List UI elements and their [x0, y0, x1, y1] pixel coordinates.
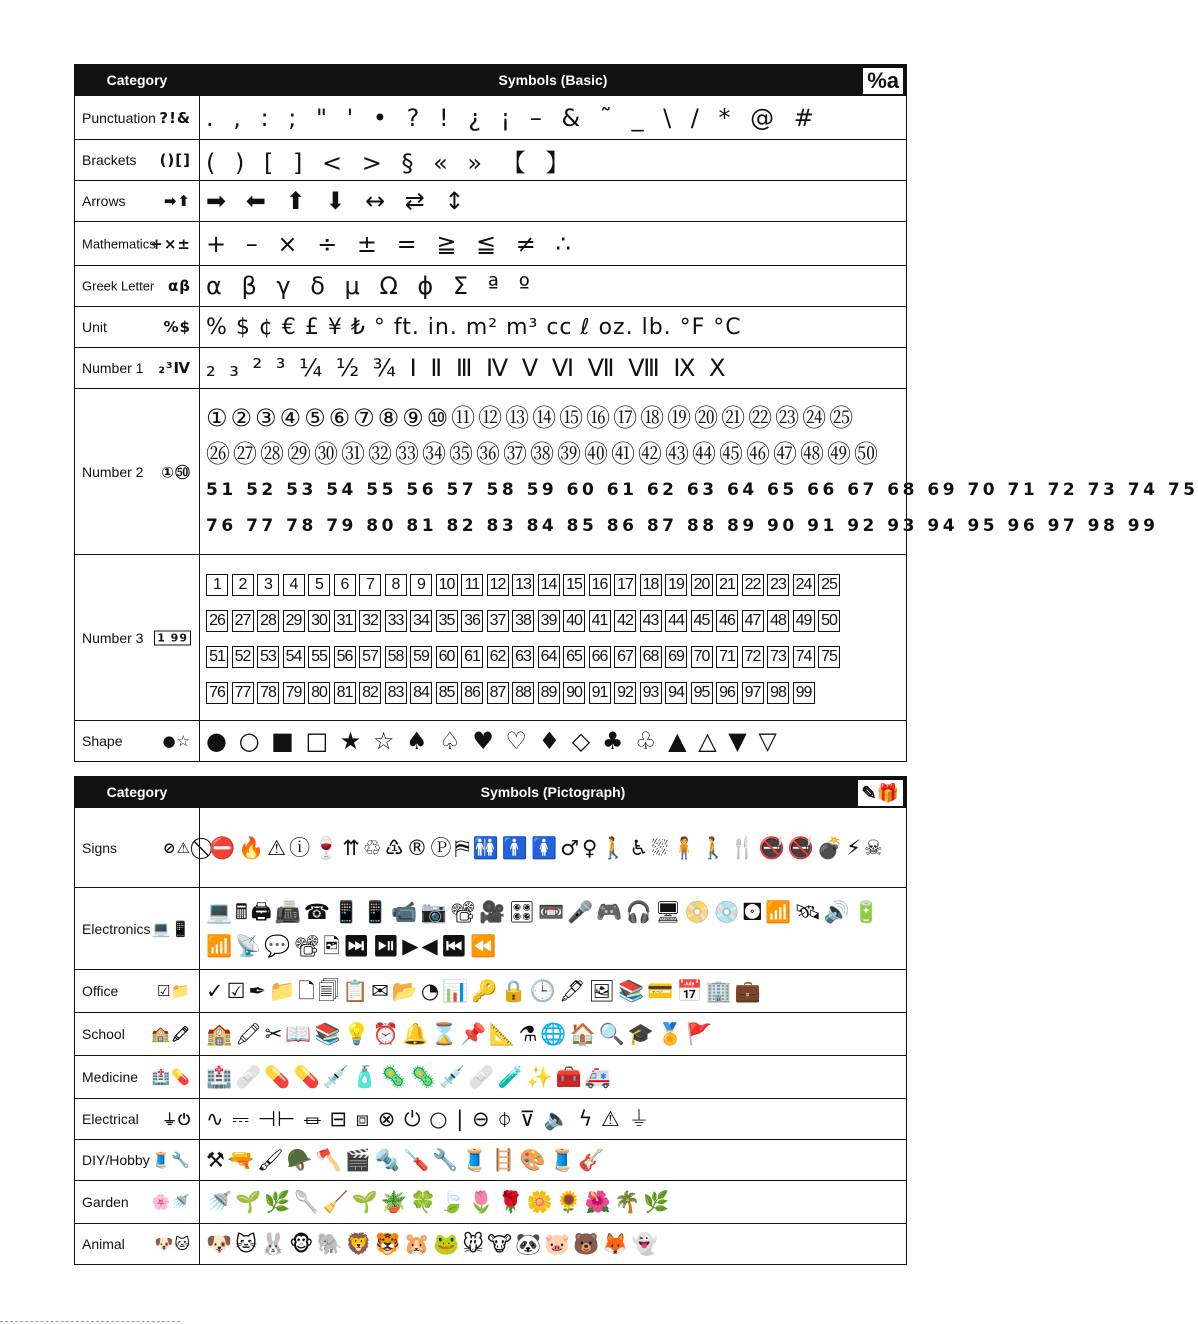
- boxed-number: 2: [232, 574, 254, 596]
- boxed-number: 60: [436, 646, 458, 668]
- boxed-number: 94: [665, 682, 687, 704]
- boxed-number: 19: [665, 574, 687, 596]
- boxed-number: 40: [563, 610, 585, 632]
- number3-line: [206, 566, 906, 602]
- category-label: School: [82, 1026, 125, 1042]
- boxed-number: 71: [716, 646, 738, 668]
- basic-corner-icon: %a: [862, 67, 904, 95]
- number2-icon: ①㊿: [161, 463, 191, 481]
- shape-icon: ●☆: [162, 732, 191, 750]
- number3-line: [206, 602, 906, 638]
- number2-line: ㉖㉗㉘㉙㉚㉛㉜㉝㉞㉟㊱㊲㊳㊴㊵㊶㊷㊸㊹㊺㊻㊼㊽㊾㊿: [206, 439, 881, 468]
- unit-icon: %$: [163, 318, 191, 336]
- category-label: Medicine: [82, 1069, 139, 1085]
- category-label: Brackets: [82, 152, 137, 168]
- symbols-arrows: ➡ ⬅ ⬆ ⬇ ↔ ⇄ ↕: [200, 181, 907, 222]
- symbols-office: ✓☑✒📁🗋🗐📋✉📂◔📊🔑🔒🕒🖋🖼📚💳📅🏢💼: [200, 970, 907, 1013]
- boxed-number: 20: [691, 574, 713, 596]
- boxed-number: 38: [512, 610, 534, 632]
- category-label: Shape: [82, 733, 123, 749]
- boxed-number: 74: [793, 646, 815, 668]
- boxed-number: 8: [385, 574, 407, 596]
- boxed-number: 26: [206, 610, 228, 632]
- category-mathematics: [75, 222, 200, 266]
- boxed-number: 84: [410, 682, 432, 704]
- animal-icon: 🐶🐱: [154, 1235, 191, 1253]
- category-label: Signs: [82, 839, 118, 856]
- symbols-diy-hobby: ⚒🔫🖌🪖🪓🎬🔩🪛🔧🧵🪜🎨🧵🎸: [200, 1140, 907, 1181]
- symbols-shape: ● ○ ■ □ ★ ☆ ♠ ♤ ♥ ♡ ♦ ◇ ♣ ♧ ▲ △ ▼ ▽: [200, 721, 907, 762]
- boxed-number: 65: [563, 646, 585, 668]
- number2-line: 76 77 78 79 80 81 82 83 84 85 86 87 88 89 90 91 92 93 94 95 96 97 98 99: [206, 515, 1159, 536]
- arrows-icon: ➡⬆: [163, 192, 191, 210]
- boxed-number: 1: [206, 574, 228, 596]
- boxed-number: 76: [206, 682, 228, 704]
- boxed-number: 95: [691, 682, 713, 704]
- boxed-number: 27: [232, 610, 254, 632]
- category-label: Animal: [82, 1236, 125, 1252]
- boxed-number: 87: [487, 682, 509, 704]
- pictograph-symbols-table: [74, 776, 907, 1265]
- category-medicine: [75, 1056, 200, 1099]
- pictograph-header-category: Category: [75, 777, 200, 808]
- boxed-number: 35: [436, 610, 458, 632]
- category-label: Greek Letter: [82, 278, 155, 294]
- greek-icon: αβ: [167, 277, 191, 295]
- symbols-greek: α β γ δ μ Ω ϕ Σ ª º: [200, 266, 907, 307]
- boxed-number: 6: [334, 574, 356, 596]
- office-icon: ☑📁: [156, 982, 191, 1000]
- category-arrows: [75, 181, 200, 222]
- basic-header-symbols-label: Symbols (Basic): [498, 72, 608, 88]
- boxed-number: 96: [716, 682, 738, 704]
- category-office: [75, 970, 200, 1013]
- pictograph-corner-icon: ✎🎁: [857, 779, 905, 807]
- symbols-medicine: 🏥🩹💊💊💉🧴🦠🦠💉🩹🧪✨🧰🚑: [200, 1056, 907, 1099]
- number3-icon: 1 99: [154, 630, 191, 645]
- boxed-number: 44: [665, 610, 687, 632]
- category-brackets: [75, 140, 200, 181]
- boxed-number: 50: [818, 610, 840, 632]
- boxed-number: 42: [614, 610, 636, 632]
- category-signs: [75, 808, 200, 888]
- boxed-number: 31: [334, 610, 356, 632]
- boxed-number: 99: [793, 682, 815, 704]
- symbols-electronics: 💻🖩🖨📠☎📱📱📹📷📽🎥🎛📼🎤🎮🎧🖥📀💿🖸📶🛰🔊🔋📶📡💬📽🖻⏭⏯▶◀⏮⏪: [200, 888, 907, 970]
- category-garden: [75, 1181, 200, 1224]
- boxed-number: 89: [538, 682, 560, 704]
- number2-line: ①②③④⑤⑥⑦⑧⑨⑩⑪⑫⑬⑭⑮⑯⑰⑱⑲⑳㉑㉒㉓㉔㉕: [206, 403, 857, 432]
- boxed-number: 82: [359, 682, 381, 704]
- boxed-number: 57: [359, 646, 381, 668]
- category-electrical: [75, 1099, 200, 1140]
- boxed-number: 88: [512, 682, 534, 704]
- boxed-number: 93: [640, 682, 662, 704]
- boxed-number: 75: [818, 646, 840, 668]
- boxed-number: 15: [563, 574, 585, 596]
- boxed-number: 86: [461, 682, 483, 704]
- boxed-number: 85: [436, 682, 458, 704]
- boxed-number: 77: [232, 682, 254, 704]
- garden-icon: 🌸🚿: [151, 1193, 191, 1211]
- boxed-number: 79: [283, 682, 305, 704]
- mathematics-icon: +×±: [150, 234, 191, 253]
- boxed-number: 90: [563, 682, 585, 704]
- category-number-3: [75, 555, 200, 721]
- symbols-unit: % $ ¢ € £ ¥ ₺ ° ft. in. m² m³ cc ℓ oz. lb. °F °C: [200, 307, 907, 348]
- category-label: DIY/Hobby: [82, 1152, 150, 1168]
- category-label: Number 3: [82, 629, 144, 646]
- electrical-icon: ⏚⏻: [162, 1110, 191, 1129]
- diy-hobby-icon: 🧵🔧: [151, 1151, 191, 1169]
- number1-icon: ₂³Ⅳ: [158, 359, 191, 377]
- boxed-number: 5: [308, 574, 330, 596]
- boxed-number: 63: [512, 646, 534, 668]
- boxed-number: 70: [691, 646, 713, 668]
- boxed-number: 39: [538, 610, 560, 632]
- boxed-number: 56: [334, 646, 356, 668]
- boxed-number: 52: [232, 646, 254, 668]
- category-school: [75, 1013, 200, 1056]
- boxed-number: 30: [308, 610, 330, 632]
- boxed-number: 11: [461, 574, 483, 596]
- brackets-icon: ()[]: [159, 151, 191, 169]
- boxed-number: 83: [385, 682, 407, 704]
- symbols-electrical: ∿ ⎓ ⊣⊢ ⏛ ⊟ ⧈ ⊗ ⏻ ○ | ⊖ ⏀ ⊽ 🔈 ϟ ⚠ ⏚: [200, 1099, 907, 1140]
- basic-symbols-table: [74, 64, 1198, 762]
- category-punctuation: [75, 96, 200, 140]
- school-icon: 🏫🖍: [151, 1025, 191, 1043]
- boxed-number: 23: [767, 574, 789, 596]
- boxed-number: 73: [767, 646, 789, 668]
- boxed-number: 47: [742, 610, 764, 632]
- category-label: Arrows: [82, 193, 126, 209]
- category-label: Punctuation: [82, 109, 156, 126]
- footer-divider: [0, 1321, 180, 1322]
- boxed-number: 14: [538, 574, 560, 596]
- category-number-1: [75, 348, 200, 389]
- boxed-number: 4: [283, 574, 305, 596]
- boxed-number: 58: [385, 646, 407, 668]
- boxed-number: 29: [283, 610, 305, 632]
- pictograph-header-symbols: [200, 777, 907, 808]
- boxed-number: 59: [410, 646, 432, 668]
- boxed-number: 53: [257, 646, 279, 668]
- boxed-number: 67: [614, 646, 636, 668]
- category-number-2: [75, 389, 200, 555]
- boxed-number: 46: [716, 610, 738, 632]
- symbols-number-2: [200, 389, 1198, 555]
- category-label: Electronics: [82, 920, 151, 937]
- boxed-number: 3: [257, 574, 279, 596]
- boxed-number: 45: [691, 610, 713, 632]
- category-unit: [75, 307, 200, 348]
- boxed-number: 64: [538, 646, 560, 668]
- number3-line: [206, 638, 906, 674]
- boxed-number: 7: [359, 574, 381, 596]
- symbols-brackets: ( ) [ ] < > § « » 【 】: [200, 140, 907, 181]
- symbols-signs: ⃠⛔🔥⚠ⓘ🍷⇈♲♳®Ⓟ⛿🚻🚹🚺♂♀🚶♿⛆🧍🚶🍴🚭🚭💣⚡☠: [200, 808, 907, 888]
- boxed-number: 66: [589, 646, 611, 668]
- boxed-number: 12: [487, 574, 509, 596]
- category-animal: [75, 1224, 200, 1265]
- boxed-number: 28: [257, 610, 279, 632]
- symbols-punctuation: . , : ; " ' • ? ! ¿ ¡ – & ˜ _ \ / * @ #: [200, 96, 907, 140]
- boxed-number: 68: [640, 646, 662, 668]
- boxed-number: 18: [640, 574, 662, 596]
- boxed-number: 78: [257, 682, 279, 704]
- basic-header-symbols: [200, 65, 907, 96]
- medicine-icon: 🏥💊: [151, 1068, 191, 1086]
- boxed-number: 92: [614, 682, 636, 704]
- boxed-number: 91: [589, 682, 611, 704]
- symbols-number-1: ₂ ₃ ² ³ ¼ ½ ¾ Ⅰ Ⅱ Ⅲ Ⅳ Ⅴ Ⅵ Ⅶ Ⅷ Ⅸ Ⅹ: [200, 348, 907, 389]
- category-greek-letter: [75, 266, 200, 307]
- boxed-number: 80: [308, 682, 330, 704]
- boxed-number: 98: [767, 682, 789, 704]
- boxed-number: 51: [206, 646, 228, 668]
- boxed-number: 37: [487, 610, 509, 632]
- electronics-icon: 💻📱: [151, 919, 191, 938]
- category-label: Garden: [82, 1194, 129, 1210]
- category-diy-hobby: [75, 1140, 200, 1181]
- boxed-number: 16: [589, 574, 611, 596]
- symbols-garden: 🚿🌱🌿🥄🧹🌱🪴🍀🍃🌷🌹🌼🌻🌺🌴🌿: [200, 1181, 907, 1224]
- category-label: Mathematics: [82, 236, 156, 251]
- category-electronics: [75, 888, 200, 970]
- boxed-number: 62: [487, 646, 509, 668]
- pictograph-header-symbols-label: Symbols (Pictograph): [480, 784, 626, 800]
- boxed-number: 48: [767, 610, 789, 632]
- boxed-number: 69: [665, 646, 687, 668]
- basic-header-category: Category: [75, 65, 200, 96]
- boxed-number: 41: [589, 610, 611, 632]
- symbols-animal: 🐶🐱🐰🐵🐘🦁🐯🐹🐸🐭🐮🐼🐷🐻🦊👻: [200, 1224, 907, 1265]
- category-label: Office: [82, 983, 119, 999]
- category-shape: [75, 721, 200, 762]
- boxed-number: 25: [818, 574, 840, 596]
- boxed-number: 61: [461, 646, 483, 668]
- category-label: Number 1: [82, 360, 144, 376]
- boxed-number: 13: [512, 574, 534, 596]
- signs-icon: ⊘⚠: [162, 838, 191, 857]
- boxed-number: 33: [385, 610, 407, 632]
- boxed-number: 36: [461, 610, 483, 632]
- boxed-number: 43: [640, 610, 662, 632]
- symbols-number-3: [200, 555, 907, 721]
- boxed-number: 34: [410, 610, 432, 632]
- boxed-number: 81: [334, 682, 356, 704]
- symbols-school: 🏫🖍✂📖📚💡⏰🔔⌛📌📐⚗🌐🏠🔍🎓🏅🚩: [200, 1013, 907, 1056]
- symbols-mathematics: + – × ÷ ± = ≧ ≦ ≠ ∴: [200, 222, 907, 266]
- boxed-number: 24: [793, 574, 815, 596]
- number2-line: 51 52 53 54 55 56 57 58 59 60 61 62 63 64 65 66 67 68 69 70 71 72 73 74 75: [206, 479, 1198, 500]
- number3-box-grid: [206, 566, 906, 710]
- category-label: Unit: [82, 319, 107, 335]
- boxed-number: 54: [283, 646, 305, 668]
- punctuation-icon: ?!&: [159, 108, 191, 127]
- boxed-number: 10: [436, 574, 458, 596]
- category-label: Number 2: [82, 463, 144, 480]
- boxed-number: 32: [359, 610, 381, 632]
- boxed-number: 17: [614, 574, 636, 596]
- boxed-number: 72: [742, 646, 764, 668]
- boxed-number: 9: [410, 574, 432, 596]
- boxed-number: 21: [716, 574, 738, 596]
- boxed-number: 49: [793, 610, 815, 632]
- boxed-number: 97: [742, 682, 764, 704]
- number3-line: [206, 674, 906, 710]
- boxed-number: 55: [308, 646, 330, 668]
- category-label: Electrical: [82, 1111, 139, 1127]
- boxed-number: 22: [742, 574, 764, 596]
